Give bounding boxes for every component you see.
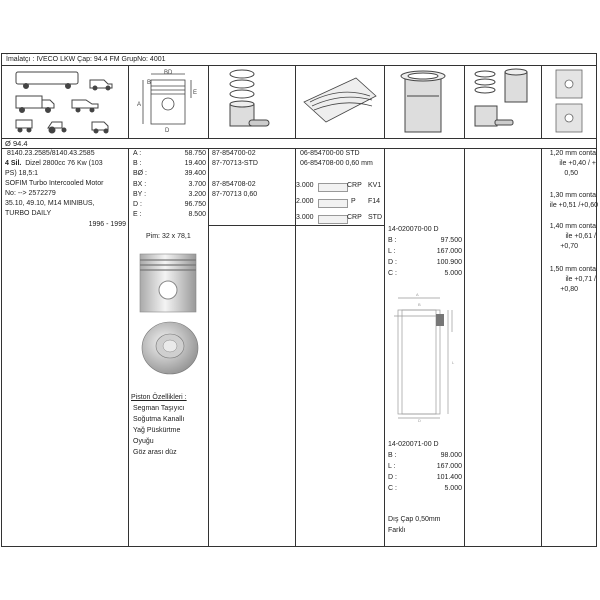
feature-item: Oyuğu <box>133 438 154 445</box>
svg-text:B: B <box>418 302 421 307</box>
ring-type: CRP <box>347 214 362 221</box>
svg-text:A: A <box>416 292 419 297</box>
ring-type: CRP <box>347 182 362 189</box>
engine-desc-3: SOFIM Turbo Intercooled Motor <box>5 180 104 187</box>
dim-value: 3.700 <box>188 181 206 188</box>
col-divider <box>128 149 129 546</box>
col-divider <box>128 66 129 138</box>
dim-label: BX : <box>133 181 147 188</box>
dim-value: 8.500 <box>188 211 206 218</box>
engine-desc-4: No: --> 2572279 <box>5 190 56 197</box>
feature-item: Segman Taşıyıcı <box>133 405 185 412</box>
oversize-note: +0,80 <box>560 286 578 293</box>
feature-item: Göz arası düz <box>133 449 177 456</box>
piston-dimension-icon <box>129 66 208 138</box>
features-title: Piston Özellikleri : <box>131 394 187 401</box>
engine-codes: 8140.23.2585/8140.43.2585 <box>7 150 95 157</box>
svg-text:E: E <box>193 90 198 96</box>
liner-dim-label: C : <box>388 270 397 277</box>
oversize-piston-icon <box>542 66 598 138</box>
liner-dim-label: C : <box>388 485 397 492</box>
dim-label: BØ : <box>133 170 148 177</box>
ring-set-part: 06-854708-00 0,60 mm <box>300 160 373 167</box>
ring-profile-icon <box>318 183 348 192</box>
ring-code: F14 <box>368 198 381 205</box>
piston-top-image <box>140 318 200 378</box>
liner-dim-value: 5.000 <box>444 270 462 277</box>
col-divider <box>384 149 385 546</box>
liner-dim-value: 97.500 <box>440 237 462 244</box>
ring-code: STD <box>368 214 382 221</box>
ring-width: 2.000 <box>296 198 314 205</box>
cylinder-liner-icon <box>385 66 464 138</box>
col-divider <box>295 149 296 546</box>
pin-size: Pim: 32 x 78,1 <box>146 233 191 240</box>
svg-text:A: A <box>137 102 142 108</box>
liner-dim-value: 5.000 <box>444 485 462 492</box>
oversize-note: 1,40 mm conta <box>549 223 596 230</box>
dim-value: 19.400 <box>184 160 206 167</box>
dim-label: D : <box>133 201 142 208</box>
piston-part-number: 87-854708-02 <box>212 181 256 188</box>
ring-code: KV1 <box>368 182 382 189</box>
liner-dim-value: 101.400 <box>436 474 462 481</box>
liner-dim-label: D : <box>388 259 397 266</box>
col-divider <box>464 149 465 546</box>
liner-drawing <box>390 292 460 422</box>
svg-text:D: D <box>165 128 170 134</box>
engine-desc-1: Dizel 2800cc 76 Kw (103 <box>25 160 103 167</box>
liner-dim-label: L : <box>388 248 396 255</box>
engine-years: 1996 - 1999 <box>88 221 126 228</box>
dim-label: E : <box>133 211 142 218</box>
ring-set-icon <box>296 66 384 138</box>
row-divider <box>208 225 385 226</box>
liner-note: Dış Çap 0,50mm <box>388 516 441 523</box>
icon-row <box>2 66 596 139</box>
oversize-note: ile +0,51 /+0,60 <box>549 202 598 209</box>
dim-value: 39.400 <box>184 170 206 177</box>
engine-desc-6: TURBO DAILY <box>5 210 52 217</box>
feature-item: Yağ Püskürtme <box>133 427 181 434</box>
ring-width: 3.000 <box>296 214 314 221</box>
oversize-note: 1,50 mm conta <box>549 266 596 273</box>
oversize-note: ile +0,61 / <box>565 233 596 240</box>
liner-dim-label: L : <box>388 463 396 470</box>
oversize-note: +0,70 <box>560 243 578 250</box>
dim-value: 96.750 <box>184 201 206 208</box>
piston-part-number: 87-854700-02 <box>212 150 256 157</box>
svg-text:L: L <box>452 360 455 365</box>
oversize-note: ile +0,40 / + <box>559 160 596 167</box>
oversize-note: 0,50 <box>564 170 578 177</box>
diameter-value: 94.4 <box>12 139 28 148</box>
ring-width: 3.000 <box>296 182 314 189</box>
liner-dim-label: B : <box>388 237 397 244</box>
col-divider <box>384 66 385 138</box>
liner-part-number: 14-020070-00 D <box>388 226 439 233</box>
diameter-row <box>2 138 596 149</box>
liner-dim-label: D : <box>388 474 397 481</box>
svg-text:BD: BD <box>164 70 173 76</box>
liner-dim-value: 100.900 <box>436 259 462 266</box>
diameter-symbol: Ø <box>5 139 11 148</box>
dim-value: 58.750 <box>184 150 206 157</box>
liner-dim-value: 98.000 <box>440 452 462 459</box>
piston-kit-icon <box>465 66 541 138</box>
liner-part-number: 14-020071-00 D <box>388 441 439 448</box>
engine-desc-5: 35.10, 49.10, M14 MINIBUS, <box>5 200 95 207</box>
svg-text:B: B <box>147 80 152 86</box>
liner-dim-value: 167.000 <box>436 248 462 255</box>
col-divider <box>464 66 465 138</box>
ring-set-part: 06-854700-00 STD <box>300 150 360 157</box>
engine-desc-2: PS) 18,5:1 <box>5 170 39 177</box>
liner-dim-value: 167.000 <box>436 463 462 470</box>
col-divider <box>541 66 542 138</box>
col-divider <box>295 66 296 138</box>
ring-profile-icon <box>318 215 348 224</box>
col-divider <box>208 66 209 138</box>
svg-text:D: D <box>418 418 421 422</box>
vehicles-icon <box>2 66 128 138</box>
engine-line-1 <box>5 159 103 170</box>
liner-dim-label: B : <box>388 452 397 459</box>
piston-side-image <box>136 252 200 314</box>
cylinder-count: 4 Sil. <box>5 160 22 167</box>
sheet-header: İmalatçı : IVECO LKW Çap: 94.4 FM GrupNo: 4001 <box>2 54 596 66</box>
piston-part-number: 87-70713 0,60 <box>212 191 258 198</box>
oversize-note: 1,30 mm conta <box>549 192 596 199</box>
ring-profile-icon <box>318 199 348 208</box>
ring-type: P <box>351 198 356 205</box>
piston-part-number: 87-70713-STD <box>212 160 258 167</box>
dim-label: A : <box>133 150 142 157</box>
liner-note: Farklı <box>388 527 406 534</box>
dim-label: B : <box>133 160 142 167</box>
oversize-note: ile +0,71 / <box>565 276 596 283</box>
col-divider <box>208 149 209 546</box>
feature-item: Soğutma Kanallı <box>133 416 185 423</box>
piston-rings-icon <box>209 66 295 138</box>
dim-value: 3.200 <box>188 191 206 198</box>
catalog-sheet <box>1 53 597 547</box>
dim-label: BY : <box>133 191 147 198</box>
oversize-note: 1,20 mm conta <box>549 150 596 157</box>
